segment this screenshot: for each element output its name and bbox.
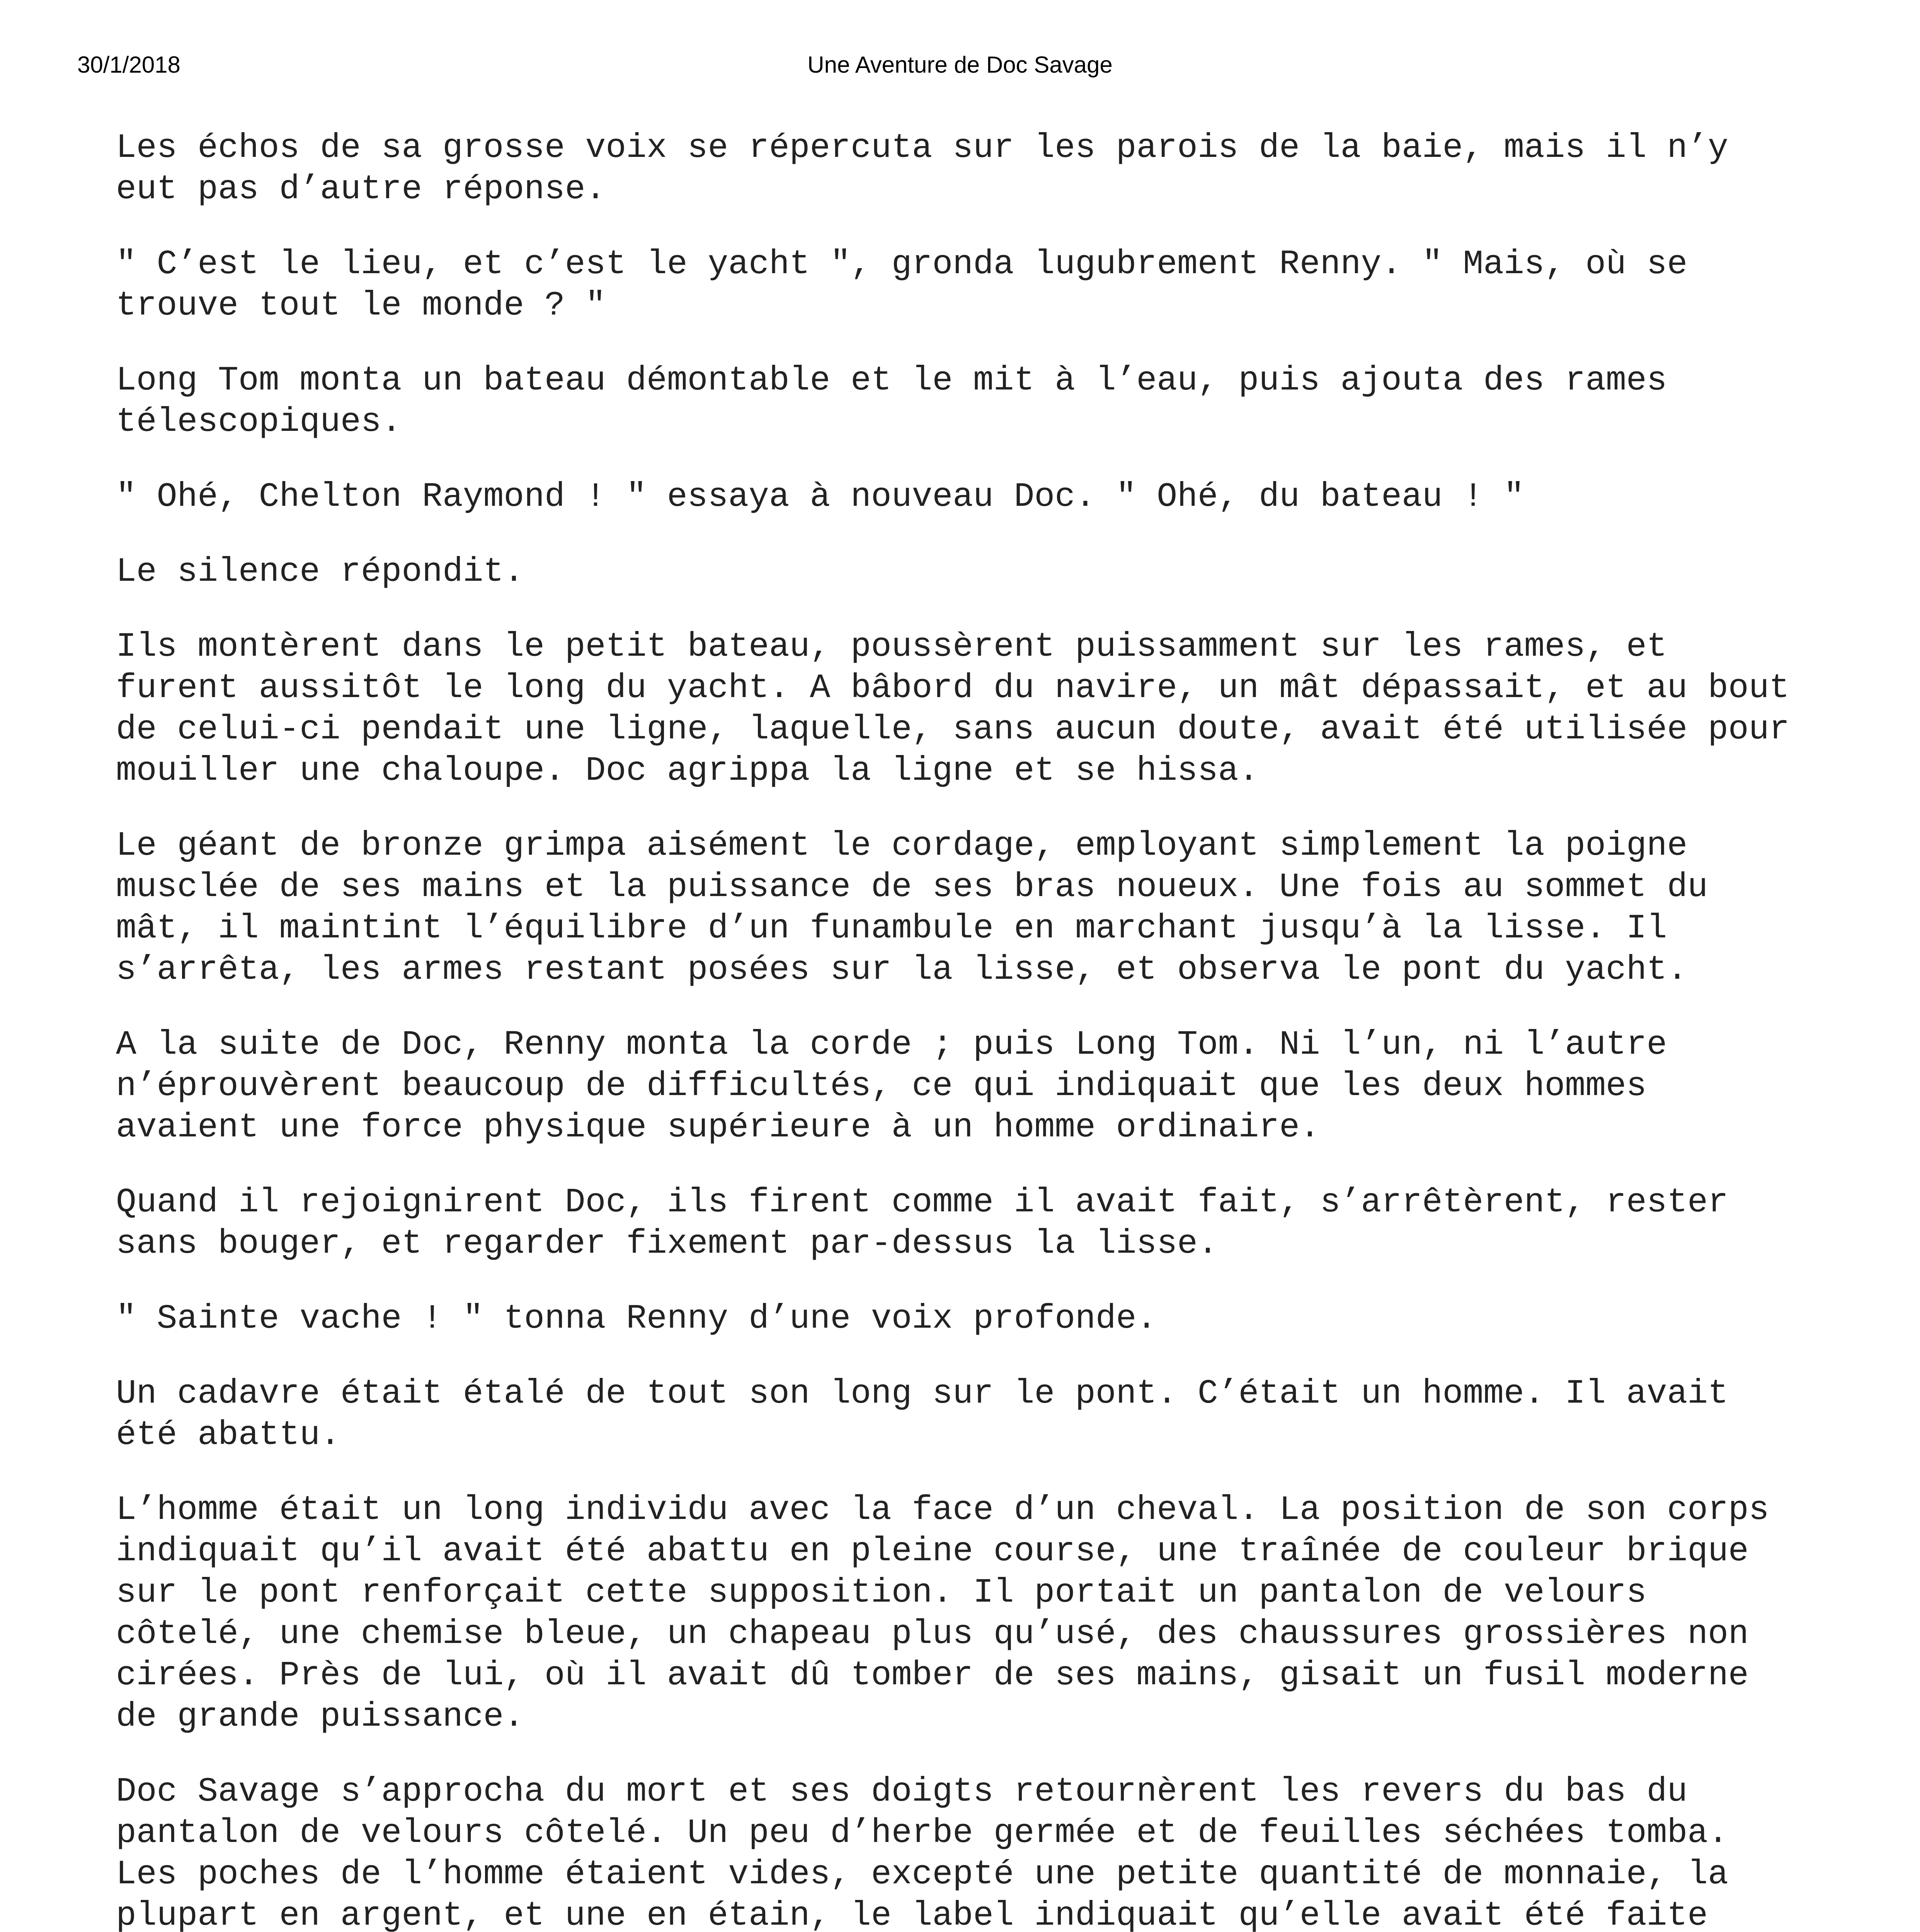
paragraph: Doc Savage s’approcha du mort et ses doigts retournèrent les revers du bas du pantalon de velours côtelé. Un peu d’herbe germée et de feuilles séchées tomba. Les poches de l’homme étaient vides, excepté une petite quantité de monnaie, la plupart en argent, et une en étain, le label indiquait qu’elle avait été faite xyxy=(116,1773,1728,1932)
story-text xyxy=(116,128,1840,1932)
paragraph: Long Tom monta un bateau démontable et le mit à l’eau, puis ajouta des rames télescopiques. xyxy=(116,362,1667,441)
paragraph: " Sainte vache ! " tonna Renny d’une voix profonde. xyxy=(116,1300,1157,1338)
paragraph: A la suite de Doc, Renny monta la corde ; puis Long Tom. Ni l’un, ni l’autre n’éprouvèrent beaucoup de difficultés, ce qui indiquait que les deux hommes avaient une force physique supérieure à un homme ordinaire. xyxy=(116,1026,1667,1147)
print-date: 30/1/2018 xyxy=(77,52,180,78)
paragraph: " Ohé, Chelton Raymond ! " essaya à nouveau Doc. " Ohé, du bateau ! " xyxy=(116,478,1524,516)
page-title: Une Aventure de Doc Savage xyxy=(807,52,1113,78)
paragraph: Un cadavre était étalé de tout son long sur le pont. C’était un homme. Il avait été abattu. xyxy=(116,1375,1728,1454)
paragraph: Quand il rejoignirent Doc, ils firent comme il avait fait, s’arrêtèrent, rester sans bouger, et regarder fixement par-dessus la lisse. xyxy=(116,1184,1728,1263)
paragraph: L’homme était un long individu avec la face d’un cheval. La position de son corps indiquait qu’il avait été abattu en pleine course, une traînée de couleur brique sur le pont renforçait cette supposition. Il portait un pantalon de velours côtelé, une chemise bleue, un chapeau plus qu’usé, des chaussures grossières non cirées. Près de lui, où il avait dû tomber de ses mains, gisait un fusil moderne de grande puissance. xyxy=(116,1491,1769,1736)
paragraph: Le silence répondit. xyxy=(116,553,524,591)
paragraph: Les échos de sa grosse voix se répercuta sur les parois de la baie, mais il n’y eut pas d’autre réponse. xyxy=(116,129,1728,209)
paragraph: " C’est le lieu, et c’est le yacht ", gronda lugubrement Renny. " Mais, où se trouve tout le monde ? " xyxy=(116,245,1688,325)
paragraph: Ils montèrent dans le petit bateau, poussèrent puissamment sur les rames, et furent aussitôt le long du yacht. A bâbord du navire, un mât dépassait, et au bout de celui-ci pendait une ligne, laquelle, sans aucun doute, avait été utilisée pour mouiller une chaloupe. Doc agrippa la ligne et se hissa. xyxy=(116,628,1790,790)
paragraph: Le géant de bronze grimpa aisément le cordage, employant simplement la poigne musclée de ses mains et la puissance de ses bras noueux. Une fois au sommet du mât, il maintint l’équilibre d’un funambule en marchant jusqu’à la lisse. Il s’arrêta, les armes restant posées sur la lisse, et observa le pont du yacht. xyxy=(116,827,1708,989)
